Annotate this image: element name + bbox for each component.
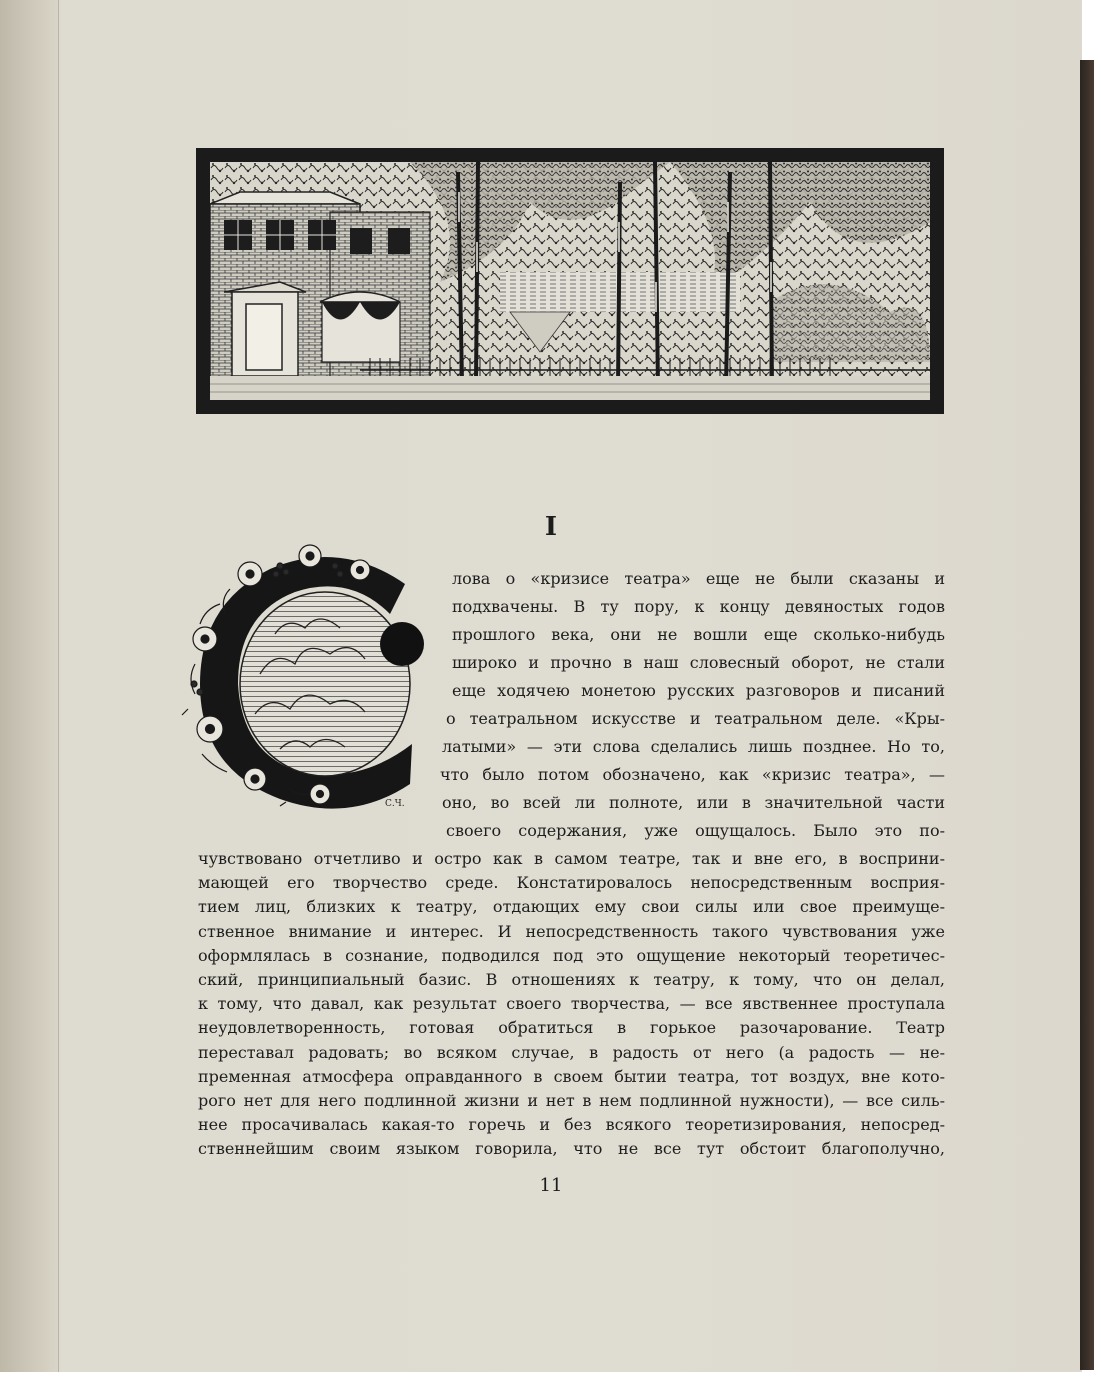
text-line: неудовлетворенность, готовая обратиться в горькое разочарование. Театр [198,1018,945,1037]
text-line: подхвачены. В ту пору, к концу девяностых годов [452,597,945,616]
chapter-number: I [544,512,558,542]
floral-letter-s-icon [180,544,430,812]
text-line: прошлого века, они не вошли еще сколько-нибудь [452,625,945,644]
drop-cap-initial [180,544,430,812]
text-line: тием лиц, близких к театру, отдающих ему свои силы или свое преимуще- [198,897,945,916]
text-line: ственнейшим своим языком говорила, что не все тут обстоит благополучно, [198,1139,945,1158]
text-line: мающей его творчество среде. Констатировалось непосредственным восприя- [198,873,945,892]
initial-signature: С.Ч. [385,799,405,809]
text-line: переставал радовать; во всяком случае, в радость от него (а радость — не- [198,1043,945,1062]
text-line: ский, принципиальный базис. В отношениях к театру, к тому, что он делал, [198,970,945,989]
page-number: 11 [539,1175,563,1196]
text-line: лова о «кризисе театра» еще не были сказаны и [452,569,945,588]
text-line: оформлялась в сознание, подводился под это ощущение некоторый теоретичес- [198,946,945,965]
text-line: чувствовано отчетливо и остро как в самом театре, так и вне его, в восприни- [198,849,945,868]
text-line: оно, во всей ли полноте, или в значительной части [442,793,945,812]
text-line: ственное внимание и интерес. И непосредственность такого чувствования уже [198,922,945,941]
page-gutter [0,0,59,1372]
text-line: латыми» — эти слова сделались лишь позднее. Но то, [442,737,945,756]
text-line: рого нет для него подлинной жизни и нет в нем подлинной нужности), — все силь- [198,1091,945,1110]
text-line: еще ходячею монетою русских разговоров и писаний [452,681,945,700]
text-line: что было потом обозначено, как «кризис театра», — [440,765,945,784]
book-cover-edge [1080,60,1094,1370]
text-line: пременная атмосфера оправданного в своем бытии театра, тот воздух, вне кото- [198,1067,945,1086]
text-line: нее просачивалась какая-то горечь и без всякого теоретизирования, непосред- [198,1115,945,1134]
text-line: широко и прочно в наш словесный оборот, не стали [452,653,945,672]
text-line: своего содержания, уже ощущалось. Было это по- [446,821,945,840]
text-line: о театральном искусстве и театральном деле. «Кры- [446,709,945,728]
estate-landscape-engraving [210,162,930,400]
headpiece-illustration [196,148,944,414]
text-line: к тому, что давал, как результат своего творчества, — все явственнее проступала [198,994,945,1013]
